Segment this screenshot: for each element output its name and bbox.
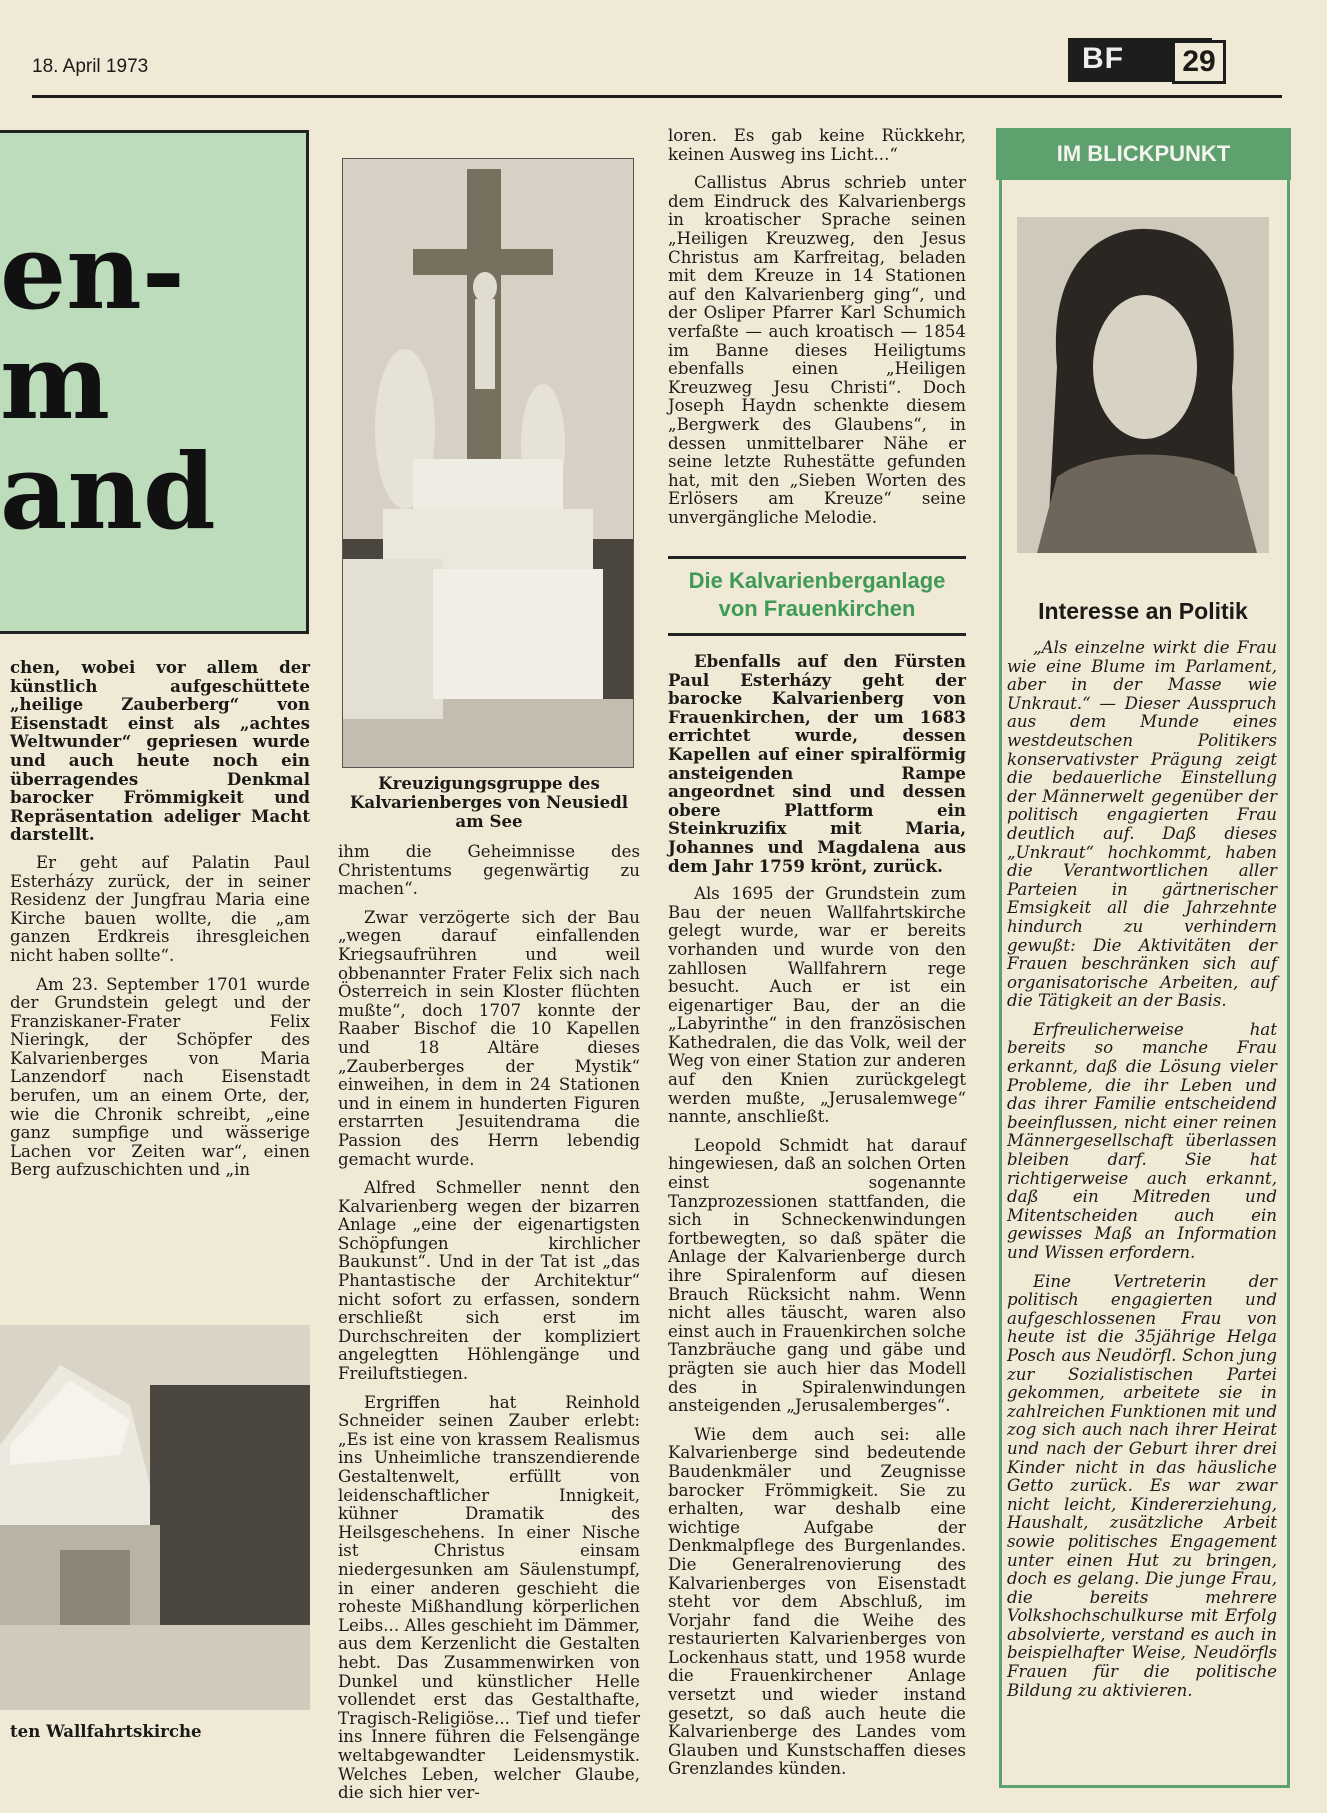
paragraph: Am 23. September 1701 wurde der Grundstein gelegt und der Franziskaner-Frater Felix Nieringk, der Schöpfer des Kalvarienberges von Maria Lanzendorf nach Eisenstadt berufen, um an einem Orte, der, wie die Chronik schreibt, „eine ganz sumpfige und wässerige Lachen vor Zeiten war“, einen Berg aufzuschichten und „in: [10, 974, 310, 1180]
subheading: Die Kalvarienberganlage von Frauenkirchen: [688, 568, 946, 621]
sidebar-banner: IM BLICKPUNKT: [996, 128, 1291, 180]
paragraph: Callistus Abrus schrieb unter dem Eindruck des Kalvarienbergs in kroatischer Sprache seinen „Heiligen Kreuzweg, den Jesus Christus am Karfreitag, beladen mit dem Kreuze in 14 Stationen auf den Kalvarienberg ging“, und der Osliper Pfarrer Karl Schumich verfaßte — auch kroatisch — 1854 im Banne dieses Heiligtums ebenfalls einen „Heiligen Kreuzweg Jesu Christi“. Doch Joseph Haydn schenkte diesem „Bergwerk des Glaubens“, in dessen unmittelbarer Nähe er seine letzte Ruhestätte gefunden hat, mit den „Sieben Worten des Erlösers am Kreuze“ seine unvergängliche Melodie.: [668, 173, 966, 527]
paragraph: „Als einzelne wirkt die Frau wie eine Blume im Parlament, aber in der Masse wie Unkraut.“ — Dieser Ausspruch aus dem Munde eines westdeutschen Politikers konservativster Prägung zeigt die bedauerliche Einstellung der Männerwelt gegenüber der politisch engagierten Frau deutlich auf. Daß dieses „Unkraut“ hochkommt, haben die Verantwortlichen aller Parteien in gärtnerischer Emsigkeit all die Jahrzehnte hindurch zu verhindern gewußt: Die Aktivitäten der Frauen beschränken sich auf organisatorische Arbeiten, auf die Tätigkeit an der Basis.: [1007, 638, 1277, 1011]
paragraph: Als 1695 der Grundstein zum Bau der neuen Wallfahrtskirche gelegt wurde, war er bereits vorhanden und wurde von den zahllosen Wallfahrern rege besucht. Auch er ist ein eigenartiger Bau, der an die „Labyrinthe“ in den französischen Kathedralen, die das Volk, weil der Weg von einer Station zur anderen auf den Knien zurückgelegt werden mußte, „Jerusalemwege“ nannte, anschließt.: [668, 884, 966, 1127]
crucifix-photo-caption: Kreuzigungsgruppe des Kalvarienberges von Neusiedl am See: [349, 773, 629, 831]
paragraph: Ergriffen hat Reinhold Schneider seinen Zauber erlebt: „Es ist eine von krassem Realismus ins Unheimliche transzendierende Gestaltenwelt, erfüllt von leidenschaftlicher Innigkeit, kühner Dramatik des Heilsgeschehens. In einer Nische ist Christus einsam niedergesunken am Säulenstumpf, in einer anderen geschieht die roheste Mißhandlung körperlichen Leibs... Alles geschieht im Dämmer, aus dem Kerzenlicht die Gestalten hebt. Das Zusammenwirken von Dunkel und künstlicher Helle vollendet erst das Gestalthafte, Tragisch-Religiöse... Tief und tiefer ins Innere führen die Felsengänge weltabgewandter Leidensmystik. Welches Leben, welcher Glaube, die sich hier ver-: [338, 1392, 640, 1803]
headline-fragment-3: and: [0, 430, 216, 553]
article-column-3-continued: [668, 652, 966, 1789]
paragraph: ihm die Geheimnisse des Christentums gegenwärtig zu machen“.: [338, 842, 640, 899]
page-number: 29: [1172, 40, 1226, 84]
issue-date: 18. April 1973: [32, 56, 149, 77]
subhead-rule-bottom: [668, 633, 966, 636]
paragraph: loren. Es gab keine Rückkehr, keinen Ausweg ins Licht...“: [668, 126, 966, 164]
article-column-3: [668, 127, 966, 537]
paragraph: Wie dem auch sei: alle Kalvarienberge sind bedeutende Baudenkmäler und Zeugnisse barocker Frömmigkeit. Sie zu erhalten, war deshalb eine wichtige Aufgabe der Denkmalpflege des Burgenlandes. Die Generalrenovierung des Kalvarienberges von Eisenstadt steht vor dem Abschluß, im Vorjahr fand die Weihe des restaurierten Kalvarienberges von Lockenhaus statt, und 1958 wurde die Frauenkirchener Anlage versetzt und wieder instand gesetzt, so daß auch heute die Kalvarienberge des Landes vom Glauben und Kunstschaffen dieses Grenzlandes künden.: [668, 1424, 966, 1779]
headline-fragment-1: en-: [0, 210, 185, 333]
section-label: BF: [1082, 42, 1124, 75]
sidebar-text: [1007, 639, 1277, 1710]
portrait-photo: [1017, 217, 1269, 553]
church-photo: [0, 1325, 310, 1710]
paragraph: Zwar verzögerte sich der Bau „wegen darauf einfallenden Kriegsaufrühren und weil obbenannter Frater Felix sich nach Österreich in sein Kloster flüchten mußte“, doch 1707 konnte der Raaber Bischof die 10 Kapellen und 18 Altäre dieses „Zauberberges der Mystik“ einweihen, in dem in 24 Stationen und in einem in hunderten Figuren erstarrten Jesuitendrama die Passion des Herrn lebendig gemacht wurde.: [338, 907, 640, 1169]
paragraph: Eine Vertreterin der politisch engagierten und aufgeschlossenen Frau von heute ist die 35jährige Helga Posch aus Neudörfl. Schon jung zur Sozialistischen Partei gekommen, arbeitete sie in zahlreichen Funktionen mit und zog sich auch nach ihrer Heirat und nach der Geburt ihrer drei Kinder nicht in das häusliche Getto zurück. Es war zwar nicht leicht, Kindererziehung, Haushalt, zusätzliche Arbeit sowie politisches Engagement unter einen Hut zu bringen, doch es gelang. Die junge Frau, die bereits mehrere Volkshochschulkurse mit Erfolg absolvierte, verstand es auch in beispielhafter Weise, Neudörfls Frauen für die politische Bildung zu aktivieren.: [1007, 1271, 1277, 1700]
paragraph: Leopold Schmidt hat darauf hingewiesen, daß an solchen Orten einst sogenannte Tanzprozessionen stattfanden, die sich in Schneckenwindungen fortbewegten, so daß später die Anlage der Kalvarienberge durch ihre Spiralenform auf diesen Brauch Rücksicht nahm. Wenn nicht alles täuscht, waren also einst auch in Frauenkirchen solche Tanzbräuche gang und gäbe und prägten sie auch hier das Modell des in Spiralenwindungen ansteigenden „Jerusalemberges“.: [668, 1135, 966, 1416]
article-column-2: [338, 843, 640, 1813]
headline-fragment-2: m: [0, 320, 111, 443]
header-rule: [32, 95, 1282, 98]
crucifix-photo: [342, 158, 634, 768]
article-lead-paragraph: chen, wobei vor allem der künstlich aufgeschüttete „heilige Zauberberg“ von Eisenstadt einst als „achtes Weltwunder“ gepriesen wurde und auch heute noch ein überragendes Denkmal barocker Frömmigkeit und Repräsentation adeliger Macht darstellt.: [10, 657, 310, 845]
section-lead-paragraph: Ebenfalls auf den Fürsten Paul Esterházy geht der barocke Kalvarienberg von Frauenkirchen, der um 1683 errichtet wurde, dessen Kapellen auf einer spiralförmig ansteigenden Rampe angeordnet sind und dessen obere Plattform ein Steinkruzifix mit Maria, Johannes und Magdalena aus dem Jahr 1759 krönt, zurück.: [668, 651, 966, 876]
article-column-1: [10, 658, 310, 1190]
church-photo-caption: ten Wallfahrtskirche: [10, 1721, 202, 1741]
paragraph: Alfred Schmeller nennt den Kalvarienberg wegen der bizarren Anlage „eine der eigenartigsten Schöpfungen kirchlicher Baukunst“. Und in der Tat ist „das Phantastische der Architektur“ nicht sofort zu erfassen, sondern erschließt sich erst im Durchschreiten der kompliziert angelegtten Höhlengänge und Freiluftstiegen.: [338, 1178, 640, 1384]
paragraph: Er geht auf Palatin Paul Esterházy zurück, der in seiner Residenz der Jungfrau Maria eine Kirche bauen wollte, die „am ganzen Erdkreis ihresgleichen nicht haben sollte“.: [10, 852, 310, 965]
subhead-rule-top: [668, 556, 966, 559]
sidebar-title: Interesse an Politik: [1038, 598, 1248, 624]
paragraph: Erfreulicherweise hat bereits so manche Frau erkannt, daß die Lösung vieler Probleme, die ihr Leben und das ihrer Familie entscheidend beeinflussen, nicht einer reinen Männergesellschaft überlassen bleiben darf. Sie hat richtigerweise auch erkannt, daß ein Mitreden und Mitentscheiden auch ein gewisses Maß an Information und Wissen erfordern.: [1007, 1019, 1277, 1262]
